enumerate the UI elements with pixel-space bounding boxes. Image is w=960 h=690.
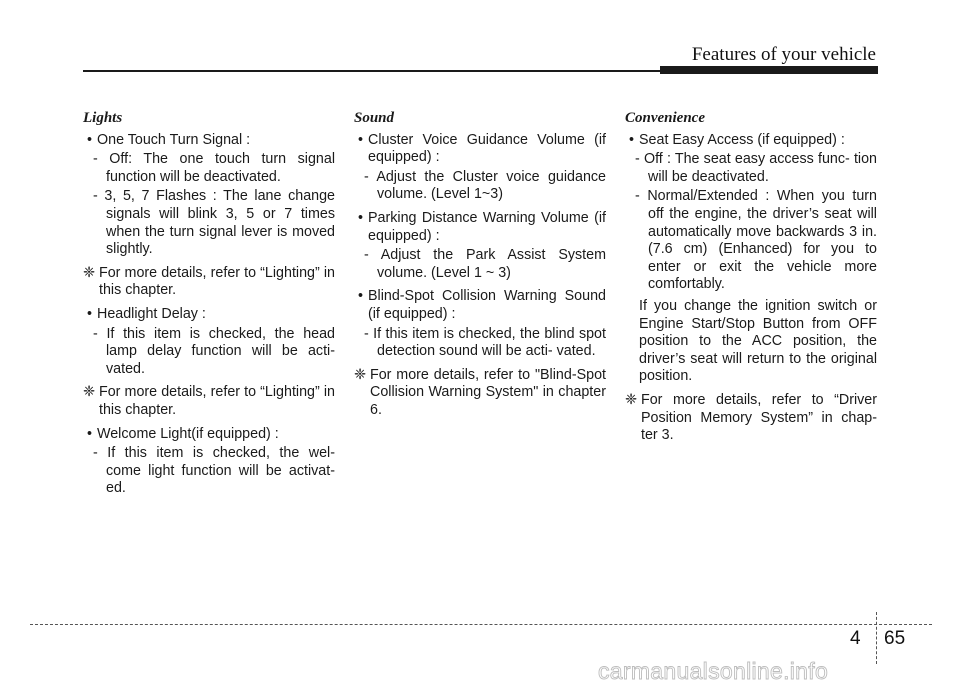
sub-item: - Adjust the Park Assist System volume. (Level 1 ~ 3): [364, 247, 606, 281]
list-item-parking-distance-warning: • Parking Distance Warning Volume (if equipped) :: [358, 209, 606, 244]
footer-dashed-line: [30, 624, 932, 625]
sub-item: - Adjust the Cluster voice guidance volume. (Level 1~3): [364, 168, 606, 203]
note-icon: ❈: [83, 264, 95, 281]
column-sound: [354, 110, 606, 420]
sub-item: - 3, 5, 7 Flashes : The lane change signals will blink 3, 5 or 7 times when the turn signal lever is moved slightly.: [93, 188, 335, 258]
note-icon: ❈: [354, 366, 366, 383]
sub-item: - If this item is checked, the wel- come light function will be activat- ed.: [93, 445, 335, 497]
page-number: 65: [884, 628, 906, 649]
list-item-one-touch-turn-signal: • One Touch Turn Signal :: [87, 131, 251, 148]
note-icon: ❈: [83, 384, 95, 401]
column-convenience: [625, 110, 877, 445]
bullet-icon: •: [358, 209, 364, 226]
sub-item: - Normal/Extended : When you turn off the engine, the driver’s seat will automatically move backwards 3 in. (7.6 cm) (Enhanced) for you to enter or exit the vehicle more comfortably.: [635, 188, 877, 293]
sub-item: - If this item is checked, the head lamp delay function will be acti- vated.: [93, 325, 335, 377]
sub-item: - Off: The one touch turn signal function will be deactivated.: [93, 151, 335, 185]
list-item-seat-easy-access: • Seat Easy Access (if equipped) :: [629, 131, 845, 148]
header-rule-thin: [83, 70, 698, 72]
section-title-sound: Sound: [354, 110, 395, 126]
bullet-icon: •: [87, 305, 93, 322]
section-title-convenience: Convenience: [625, 110, 705, 126]
bullet-icon: •: [87, 425, 93, 442]
list-item-headlight-delay: • Headlight Delay :: [87, 305, 206, 322]
note: ❈ For more details, refer to "Blind-Spot Collision Warning System" in chapter 6.: [354, 366, 606, 418]
note: ❈ For more details, refer to “Lighting” in this chapter.: [83, 264, 335, 299]
chapter-number: 4: [850, 628, 861, 649]
footer-dashed-divider: [876, 612, 877, 664]
bullet-icon: •: [358, 131, 364, 148]
sub-item: - If this item is checked, the blind spot detection sound will be acti- vated.: [364, 325, 606, 360]
note-icon: ❈: [625, 391, 637, 408]
list-item-blind-spot-warning-sound: • Blind-Spot Collision Warning Sound (if equipped) :: [358, 288, 606, 322]
bullet-icon: •: [87, 131, 93, 148]
column-lights: [83, 110, 335, 498]
paragraph: If you change the ignition switch or Engine Start/Stop Button from OFF position to the ACC position, the driver’s seat will return to the original position.: [639, 297, 877, 385]
header-rule-thick: [660, 66, 878, 74]
sub-item: - Off : The seat easy access func- tion will be deactivated.: [635, 151, 877, 185]
watermark: carmanualsonline.info: [598, 658, 829, 684]
bullet-icon: •: [629, 131, 635, 148]
note: ❈ For more details, refer to “Lighting” in this chapter.: [83, 384, 335, 418]
bullet-icon: •: [358, 288, 364, 305]
list-item-welcome-light: • Welcome Light(if equipped) :: [87, 425, 279, 442]
note: ❈ For more details, refer to “Driver Position Memory System” in chap- ter 3.: [625, 391, 877, 444]
list-item-cluster-voice-guidance: • Cluster Voice Guidance Volume (if equipped) :: [358, 131, 606, 166]
section-title-lights: Lights: [83, 110, 123, 126]
header-title: Features of your vehicle: [691, 44, 876, 65]
